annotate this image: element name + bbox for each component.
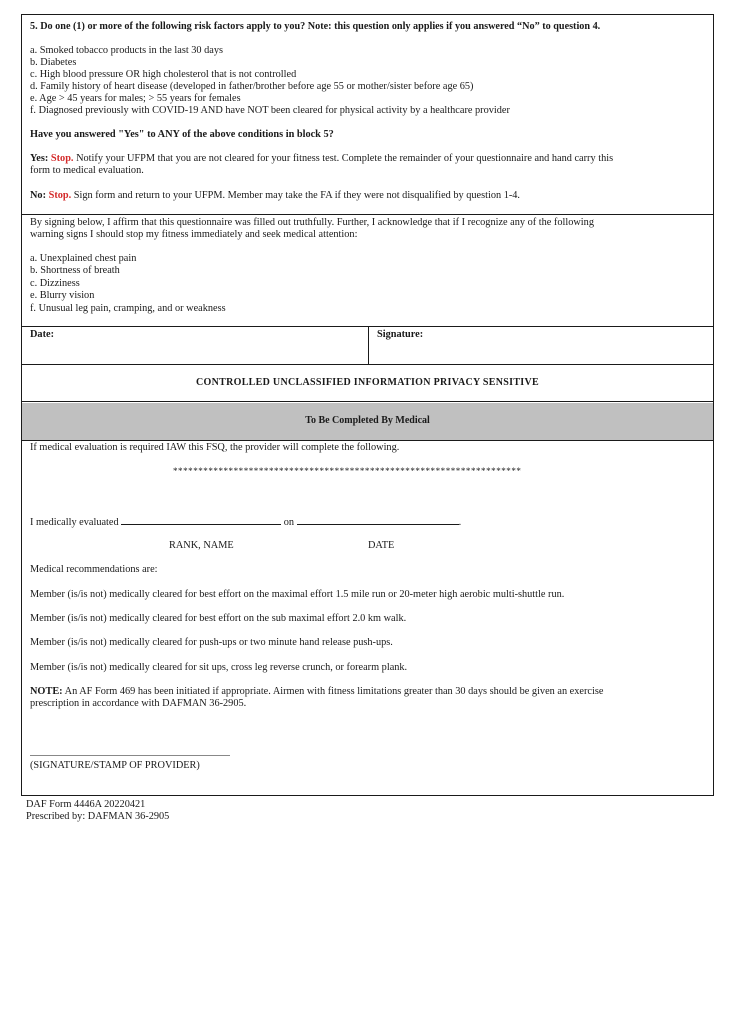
medical-intro: If medical evaluation is required IAW this FSQ, the provider will complete the following. (30, 442, 400, 453)
yes-label: Yes: (30, 153, 49, 164)
date-caption: DATE (368, 540, 395, 551)
evaluated-end: . (458, 517, 462, 528)
medical-header-bar (22, 403, 713, 440)
affirm-line2: warning signs I should stop my fitness immediately and seek medical attention: (30, 229, 358, 240)
divider (22, 364, 713, 365)
evaluated-on: on (283, 517, 295, 528)
yes-text-cont: form to medical evaluation. (30, 165, 144, 176)
no-stop: Stop. (48, 190, 72, 201)
divider (22, 214, 713, 215)
affirm-line1: By signing below, I affirm that this questionnaire was filled out truthfully. Further, I acknowledge that if I recognize any of the following (30, 217, 594, 228)
yes-stop: Stop. (50, 153, 74, 164)
q5-item-f: f. Diagnosed previously with COVID-19 AND have NOT been cleared for physical activity by a healthcare provider (30, 105, 510, 116)
form-id: DAF Form 4446A 20220421 (26, 799, 146, 810)
rec-walk: Member (is/is not) medically cleared for best effort on the sub maximal effort 2.0 km walk. (30, 613, 407, 624)
signature-label: Signature: (377, 329, 424, 340)
warning-item-f: f. Unusual leg pain, cramping, and or weakness (30, 303, 226, 314)
no-label: No: (30, 190, 47, 201)
cui-banner: CONTROLLED UNCLASSIFIED INFORMATION PRIVACY SENSITIVE (196, 377, 539, 388)
divider (22, 401, 713, 402)
date-label: Date: (30, 329, 55, 340)
q5-item-d: d. Family history of heart disease (developed in father/brother before age 55 or mother/sister before age 65) (30, 81, 474, 92)
warning-item-a: a. Unexplained chest pain (30, 253, 137, 264)
provider-signature-line[interactable] (30, 755, 230, 756)
rec-run: Member (is/is not) medically cleared for best effort on the maximal effort 1.5 mile run or 20-meter high aerobic multi-shuttle run. (30, 589, 565, 600)
q5-title: 5. Do one (1) or more of the following risk factors apply to you? Note: this question only applies if you answered “No” to question 4. (30, 21, 601, 32)
no-text: Sign form and return to your UFPM. Member may take the FA if they were not disqualified by question 1-4. (73, 190, 521, 201)
note-text: An AF Form 469 has been initiated if appropriate. Airmen with fitness limitations greater than 30 days should be given an exercise (64, 686, 604, 697)
note-line (30, 686, 603, 698)
divider (22, 440, 713, 441)
note-text-cont: prescription in accordance with DAFMAN 36-2905. (30, 698, 247, 709)
evaluated-line (30, 515, 461, 529)
date-field[interactable] (22, 326, 368, 364)
note-label: NOTE: (30, 686, 63, 697)
warning-item-e: e. Blurry vision (30, 290, 95, 301)
recommendations-label: Medical recommendations are: (30, 564, 158, 575)
rec-situps: Member (is/is not) medically cleared for sit ups, cross leg reverse crunch, or forearm plank. (30, 662, 408, 673)
warning-item-b: b. Shortness of breath (30, 265, 120, 276)
date-field-medical[interactable] (297, 515, 459, 525)
evaluated-prefix: I medically evaluated (30, 517, 119, 528)
signature-field[interactable] (369, 326, 713, 364)
rec-pushups: Member (is/is not) medically cleared for push-ups or two minute hand release push-ups. (30, 637, 393, 648)
yes-text: Notify your UFPM that you are not cleared for your fitness test. Complete the remainder of your questionnaire and hand carry this (76, 153, 614, 164)
q5-question: Have you answered "Yes" to ANY of the above conditions in block 5? (30, 129, 334, 140)
q5-item-c: c. High blood pressure OR high cholesterol that is not controlled (30, 69, 297, 80)
medical-header: To Be Completed By Medical (305, 415, 430, 426)
form-page (21, 14, 714, 796)
rank-name-field[interactable] (121, 515, 281, 525)
provider-signature-caption: (SIGNATURE/STAMP OF PROVIDER) (30, 760, 200, 771)
q5-item-b: b. Diabetes (30, 57, 77, 68)
rank-name-caption: RANK, NAME (169, 540, 234, 551)
prescribed-by: Prescribed by: DAFMAN 36-2905 (26, 811, 170, 822)
q5-yes-line (30, 153, 613, 165)
q5-no-line (30, 190, 520, 202)
star-separator: ********************************************************************* (173, 466, 522, 476)
q5-item-a: a. Smoked tobacco products in the last 30 days (30, 45, 224, 56)
q5-item-e: e. Age > 45 years for males; > 55 years for females (30, 93, 241, 104)
warning-item-c: c. Dizziness (30, 278, 80, 289)
